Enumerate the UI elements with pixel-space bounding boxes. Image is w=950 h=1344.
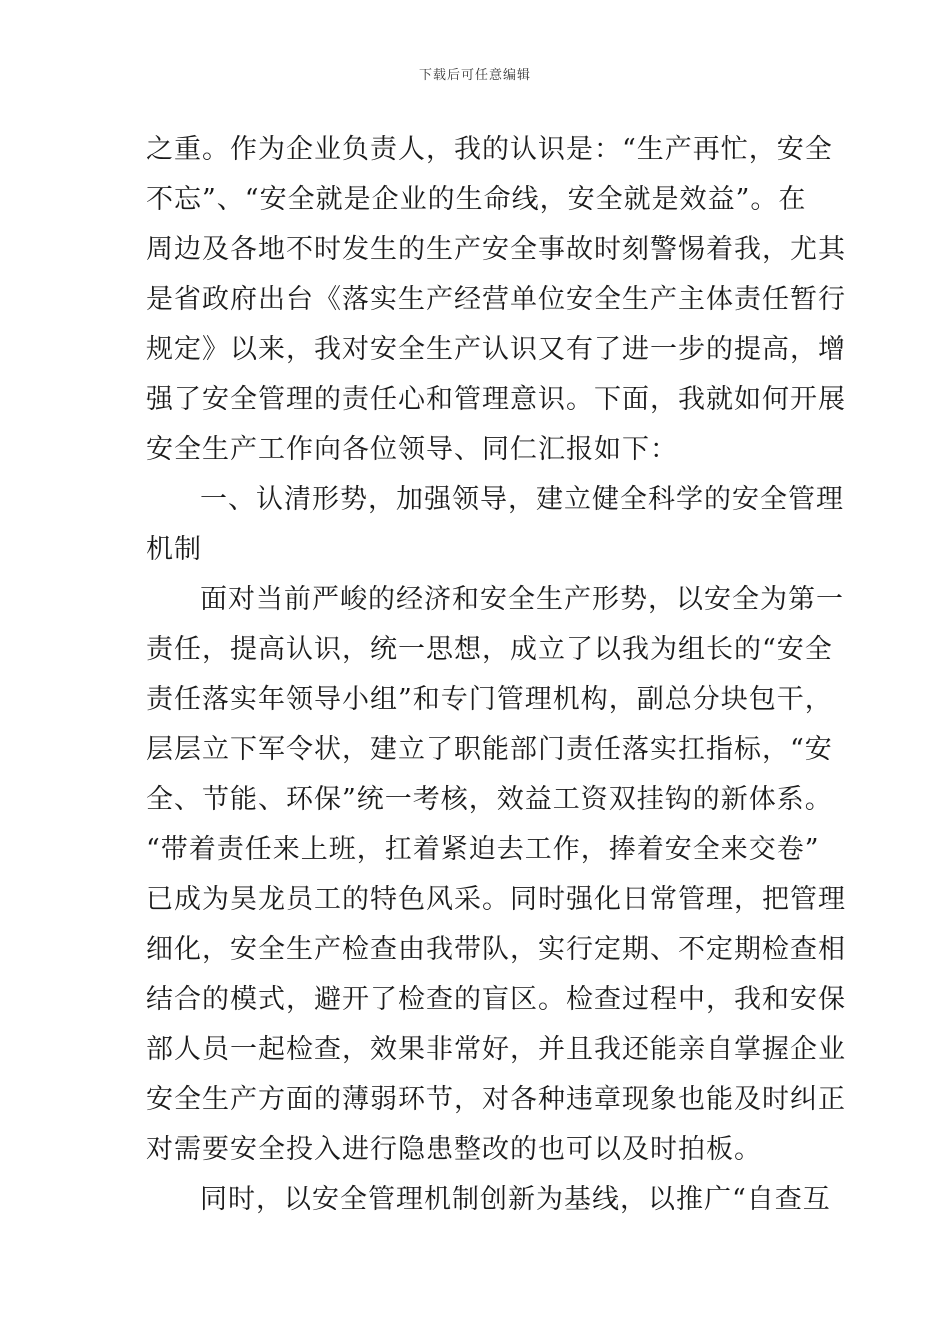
text-line: 强了安全管理的责任心和管理意识。下面，我就如何开展 xyxy=(146,384,846,415)
page-header: 下载后可任意编辑 xyxy=(418,68,531,83)
section-heading-continued: 机制 xyxy=(146,534,202,565)
text-line: 全、节能、环保”统一考核，效益工资双挂钩的新体系。 xyxy=(146,784,833,815)
text-line: 是省政府出台《落实生产经营单位安全生产主体责任暂行 xyxy=(146,284,846,315)
paragraph-start: 同时，以安全管理机制创新为基线，以推广“自查互 xyxy=(200,1184,831,1215)
text-line: 之重。作为企业负责人，我的认识是：“生产再忙，安全 xyxy=(146,134,833,165)
text-line: 结合的模式，避开了检查的盲区。检查过程中，我和安保 xyxy=(146,984,846,1015)
text-line: 不忘”、“安全就是企业的生命线，安全就是效益”。在 xyxy=(146,184,807,215)
text-line: 对需要安全投入进行隐患整改的也可以及时拍板。 xyxy=(146,1134,762,1165)
text-line: 已成为昊龙员工的特色风采。同时强化日常管理，把管理 xyxy=(146,884,846,915)
text-line: 周边及各地不时发生的生产安全事故时刻警惕着我，尤其 xyxy=(146,234,846,265)
text-line: 部人员一起检查，效果非常好，并且我还能亲自掌握企业 xyxy=(146,1034,846,1065)
document-body xyxy=(146,125,846,1225)
text-line: 责任，提高认识，统一思想，成立了以我为组长的“安全 xyxy=(146,634,833,665)
paragraph-start: 面对当前严峻的经济和安全生产形势，以安全为第一 xyxy=(200,584,844,615)
section-heading: 一、认清形势，加强领导，建立健全科学的安全管理 xyxy=(200,484,844,515)
text-line: 细化，安全生产检查由我带队，实行定期、不定期检查相 xyxy=(146,934,846,965)
text-line: 规定》以来，我对安全生产认识又有了进一步的提高，增 xyxy=(146,334,846,365)
text-line: 层层立下军令状，建立了职能部门责任落实扛指标，“安 xyxy=(146,734,833,765)
text-line: 安全生产工作向各位领导、同仁汇报如下： xyxy=(146,434,678,465)
text-line: 责任落实年领导小组”和专门管理机构，副总分块包干， xyxy=(146,684,833,715)
text-line: 安全生产方面的薄弱环节，对各种违章现象也能及时纠正 xyxy=(146,1084,846,1115)
text-line: “带着责任来上班，扛着紧迫去工作，捧着安全来交卷” xyxy=(146,834,820,865)
